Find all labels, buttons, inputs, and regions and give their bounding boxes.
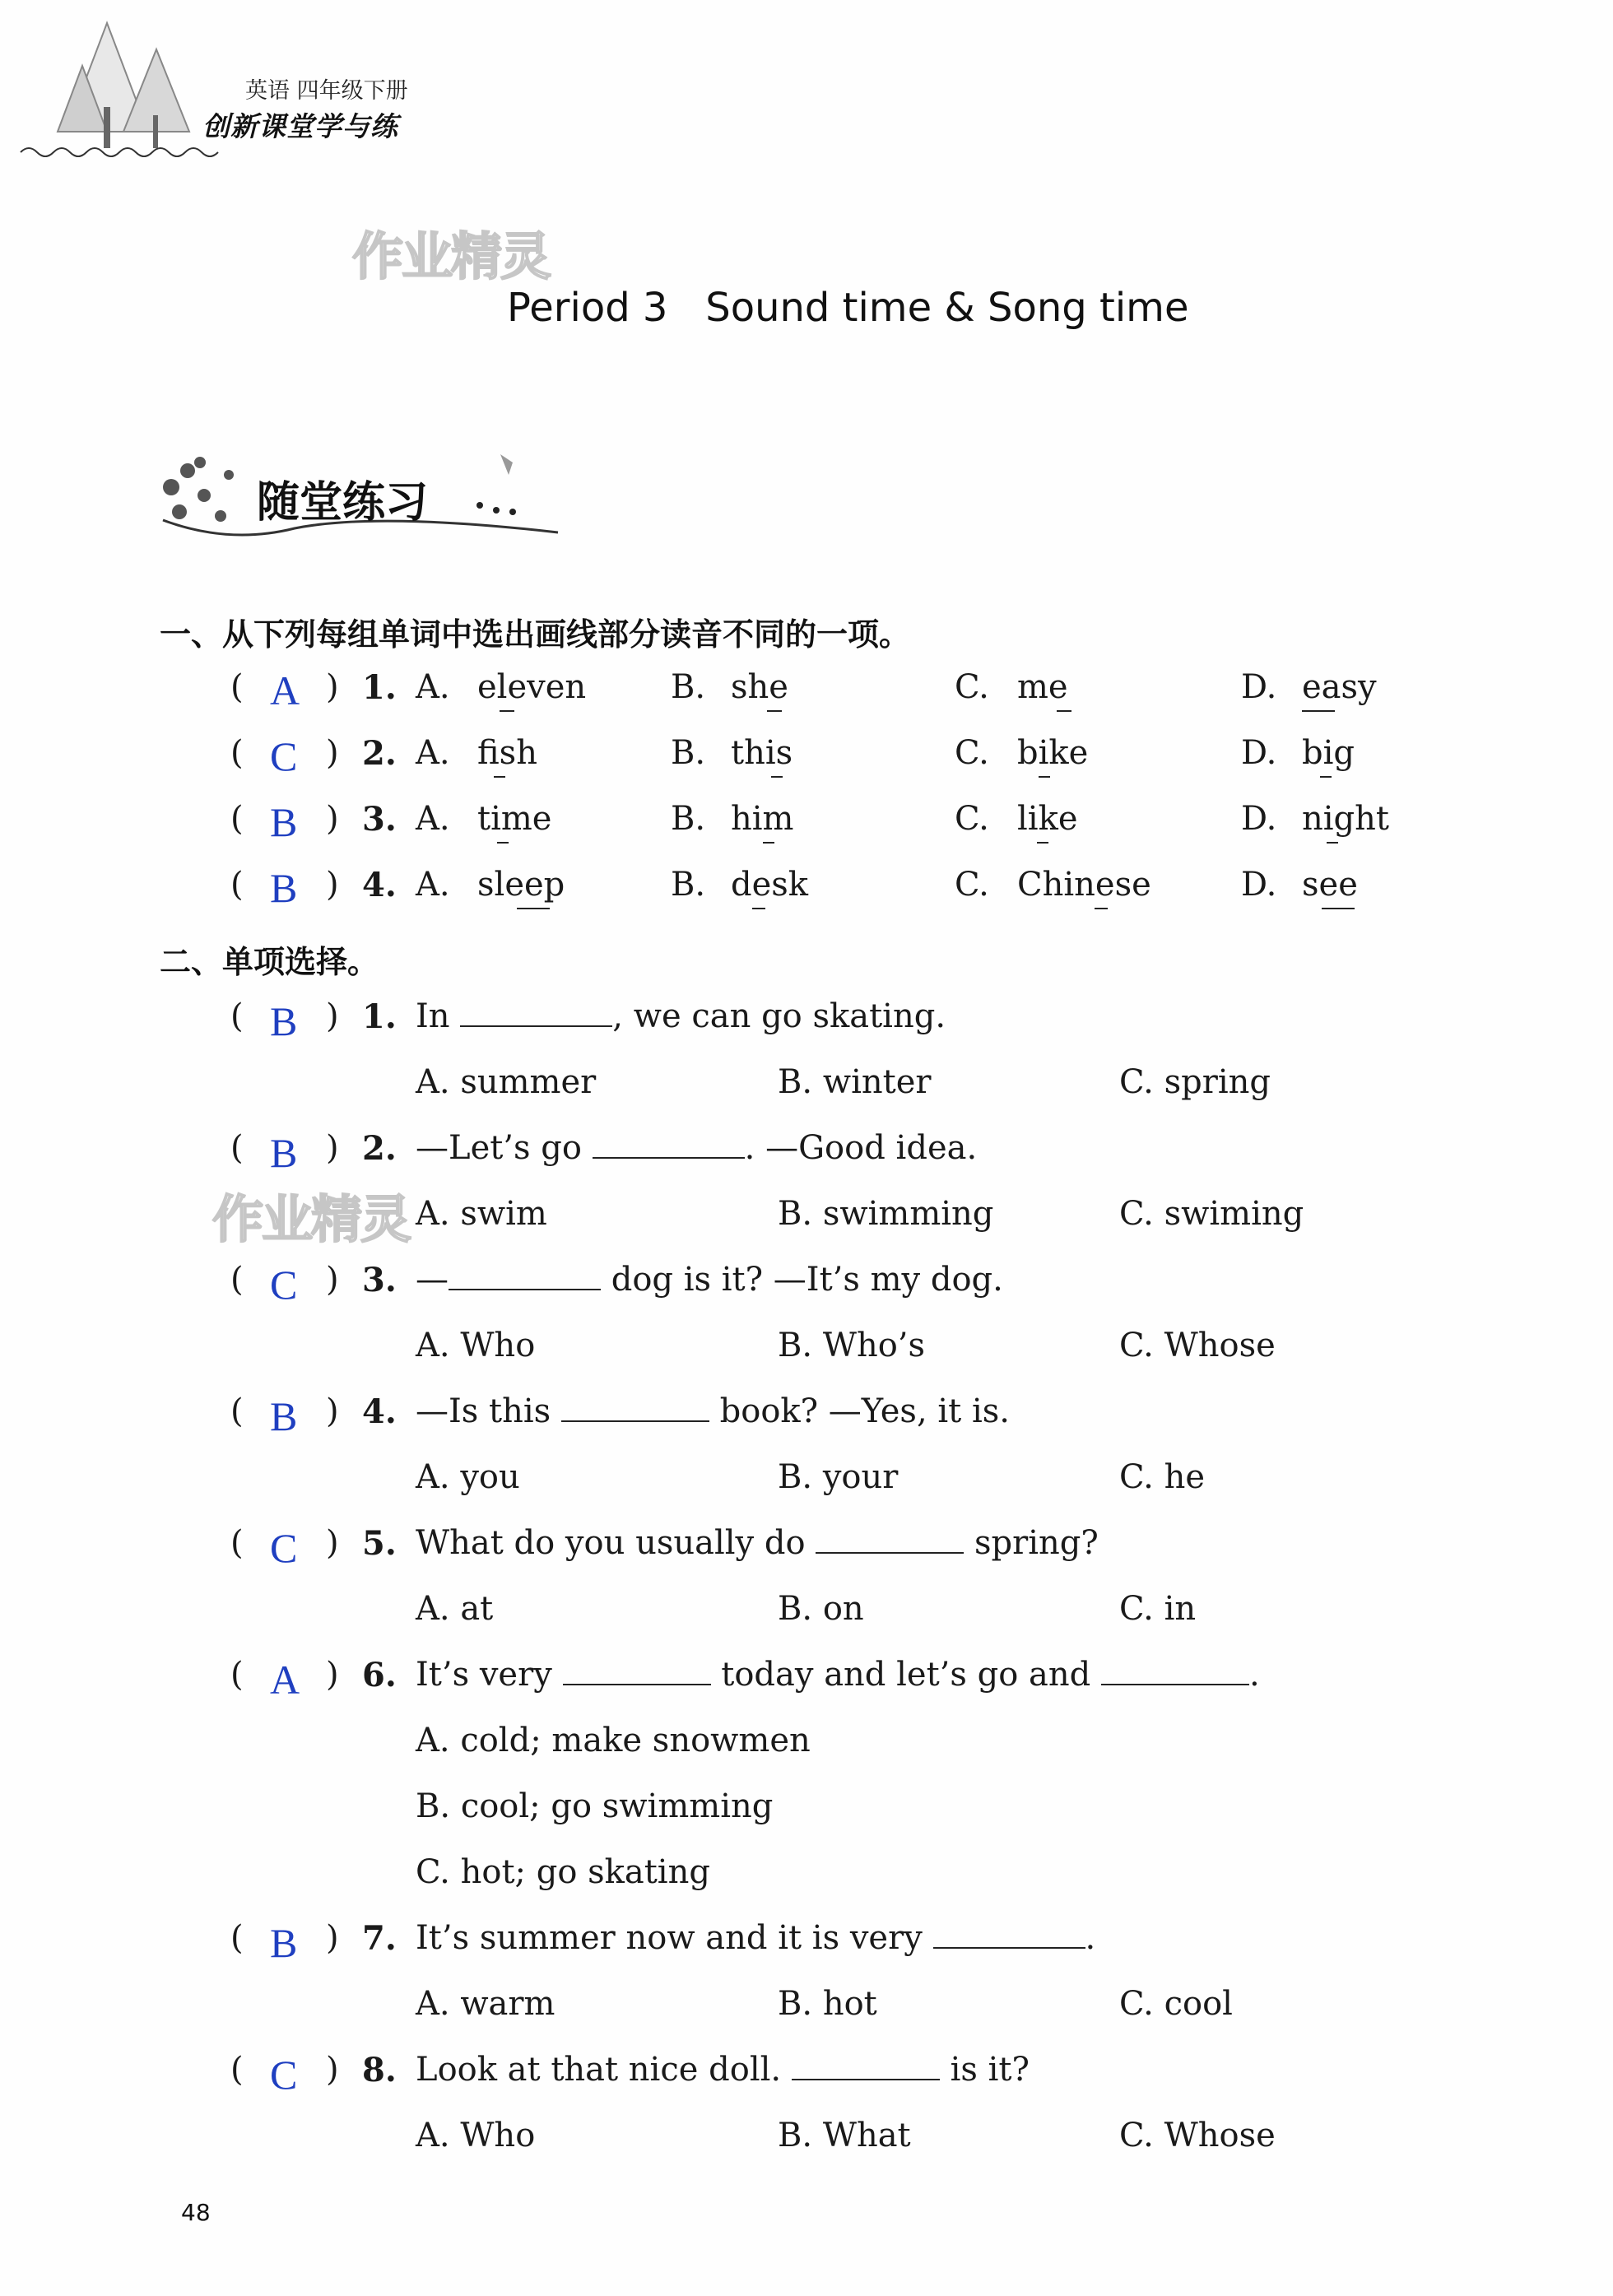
answer-mark: C [270,2052,298,2098]
option: C. spring [1119,1063,1271,1101]
question-number: 3. [362,1261,397,1299]
option: C. in [1119,1590,1197,1628]
option: B. winter [778,1063,932,1101]
option-word: me [1017,668,1068,706]
question-number: 2. [362,1129,397,1168]
option: A. Who [416,2117,536,2154]
option: B. What [778,2117,911,2154]
question-number: 6. [362,1656,397,1694]
question-stem: It’s very today and let’s go and . [416,1656,1260,1694]
option-word: desk [731,866,809,904]
question-number: 4. [362,1392,397,1431]
question-stem: —Is this book? —Yes, it is. [416,1392,1010,1430]
option-word: bike [1017,734,1089,772]
question-row: ( [230,668,244,706]
section2-heading: 二、单项选择。 [160,944,379,980]
question-number: 1. [362,668,397,707]
question-stem: It’s summer now and it is very . [416,1919,1096,1957]
header-book-title: 创新课堂学与练 [202,110,398,142]
option-word: she [731,668,788,706]
section1-heading: 一、从下列每组单词中选出画线部分读音不同的一项。 [160,616,911,653]
answer-mark: B [270,799,298,845]
option: B. cool; go swimming [416,1787,774,1825]
answer-mark: B [270,1920,298,1966]
answer-mark: A [270,667,300,713]
question-stem: What do you usually do spring? [416,1524,1099,1562]
answer-mark: B [270,1393,298,1439]
option: C. Whose [1119,1327,1276,1364]
watermark: 作业精灵 [212,1189,411,1249]
answer-mark: C [270,733,298,779]
watermark: 作业精灵 [352,226,551,286]
option: C. he [1119,1458,1206,1496]
option-word: Chinese [1017,866,1151,904]
option: A. swim [416,1195,547,1233]
option-word: sleep [477,866,565,904]
question-stem: — dog is it? —It’s my dog. [416,1261,1003,1299]
option: B. on [778,1590,864,1628]
tree-logo-icon [16,16,230,165]
option-word: him [731,800,794,838]
option-word: this [731,734,793,772]
option: B. your [778,1458,899,1496]
answer-mark: B [270,1130,298,1176]
answer-mark: B [270,865,298,911]
page-number: 48 [181,2199,211,2226]
header-subject: 英语 四年级下册 [245,78,408,104]
banner-title: 随堂练习 [257,477,429,528]
option: B. hot [778,1985,877,2023]
option: A. Who [416,1327,536,1364]
question-stem: —Let’s go . —Good idea. [416,1129,978,1167]
question-number: 8. [362,2051,397,2089]
option: C. Whose [1119,2117,1276,2154]
workbook-page: 英语 四年级下册 创新课堂学与练 作业精灵 作业精灵 Period 3 Sound time & Song time 随堂练习 一、从下列每组单词中选出画线部分读音不同的一项。 ( A ) 1. A. eleven B. she C. me D. easy ( C ) 2. A. fish B. this C. bike D. big ( B ) 3. A. time B. him C. like D. night ( B ) 4. A. sleep B. desk C. Chinese D. see 二、单项选择。 ( B ) 1. In , we can go skating. A. summer B. winter C. spring ( B ) 2. —Let’s go . —Good idea. A. swim B. swimming C. swiming ( C ) 3. — dog is it? —It’s my dog. A. Who B. Who’s C. Whose ( B ) 4. —Is this book? —Yes, it is. A. you B. your C. he ( C ) 5. What do you usually do spring? A. at B. on C. in ( A ) 6. It’s very today and let’s go and . A. cold; make snowmen B. cool; go swimming C. hot; go skating ( B ) 7. It’s summer now and it is very . A. warm B. hot C. cool ( C ) 8. Look at that nice doll. is it? A. Who B. What C. Whose 48 [0,0,1613,2296]
option: C. swiming [1119,1195,1304,1233]
option-word: fish [477,734,537,772]
option: C. cool [1119,1985,1233,2023]
option: A. at [416,1590,494,1628]
option-word: see [1302,866,1358,904]
option-word: time [477,800,552,838]
page-title: Period 3 Sound time & Song time [507,285,1189,331]
question-number: 3. [362,800,397,839]
option: B. swimming [778,1195,994,1233]
question-number: 2. [362,734,397,773]
option: B. Who’s [778,1327,926,1364]
question-number: 1. [362,997,397,1036]
option-word: like [1017,800,1078,838]
answer-mark: C [270,1525,298,1571]
question-stem: In , we can go skating. [416,997,946,1035]
option: A. cold; make snowmen [416,1722,811,1759]
question-stem: Look at that nice doll. is it? [416,2051,1030,2089]
option: A. you [416,1458,520,1496]
question-number: 5. [362,1524,397,1563]
option-word: eleven [477,668,587,706]
option-word: night [1302,800,1389,838]
option-word: big [1302,734,1355,772]
option: C. hot; go skating [416,1853,710,1891]
answer-mark: B [270,998,298,1044]
question-number: 7. [362,1919,397,1958]
option: A. summer [416,1063,597,1101]
option-word: easy [1302,668,1377,706]
question-number: 4. [362,866,397,904]
answer-mark: C [270,1262,298,1308]
option: A. warm [416,1985,555,2023]
answer-mark: A [270,1657,300,1703]
